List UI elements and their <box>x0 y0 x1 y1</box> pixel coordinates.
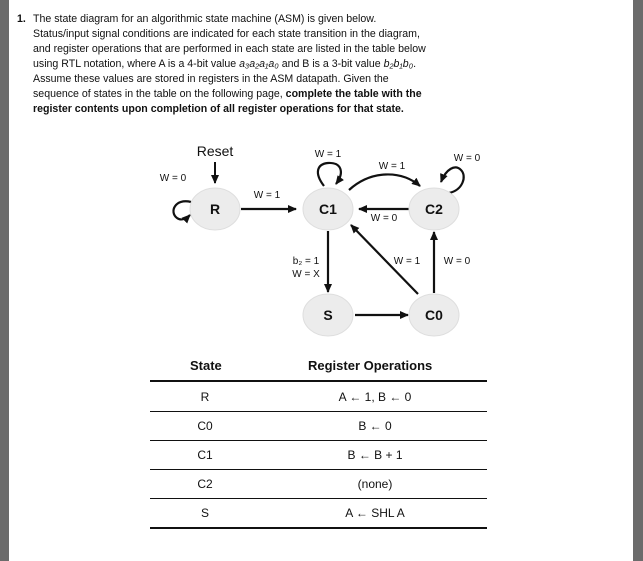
table-row <box>150 501 487 529</box>
state-cell: S <box>200 506 209 520</box>
question-line: and register operations that are performed in each state are listed in the table below <box>33 43 426 55</box>
row-rule <box>150 469 487 470</box>
r-to-c1-label: W = 1 <box>253 190 281 201</box>
question-line: The state diagram for an algorithmic state machine (ASM) is given below. <box>33 13 377 25</box>
row-rule <box>150 440 487 441</box>
bottom-rule <box>150 527 487 529</box>
header-rule <box>150 380 487 382</box>
document-page <box>9 0 633 561</box>
state-cell: C0 <box>197 419 213 433</box>
operation-cell: A ← SHL A <box>345 506 405 520</box>
instruction-bold: register contents upon completion of all register operations for that state. <box>33 103 404 115</box>
b-variable: b₂b₁b₀ <box>383 58 414 70</box>
state-s-label: S <box>323 307 333 323</box>
r-self-label: W = 0 <box>159 173 187 184</box>
operation-cell: (none) <box>357 477 393 491</box>
ops-column-header: Register Operations <box>308 358 433 373</box>
operation-cell: B ← B + 1 <box>347 448 403 462</box>
table-row <box>150 414 487 442</box>
c1-to-s-label-1: b₂ = 1 <box>292 256 320 267</box>
operation-cell: A ← 1, B ← 0 <box>338 390 412 404</box>
question-line: using RTL notation, where A is a 4-bit value a₃a₂a₁a₀ and B is a 3-bit value b₂b₁b₀. <box>33 58 417 70</box>
c2-self-loop <box>441 167 464 193</box>
state-column-header: State <box>190 358 222 373</box>
c2-to-c1-label: W = 0 <box>370 213 398 224</box>
c1-self-loop <box>318 163 341 186</box>
state-c2-label: C2 <box>425 201 443 217</box>
state-cell: C1 <box>197 448 213 462</box>
reset-label: Reset <box>196 143 234 159</box>
question-line: Status/input signal conditions are indicated for each state transition in the diagram, <box>33 28 420 40</box>
question-number: 1. <box>17 13 26 25</box>
operation-cell: B ← 0 <box>358 419 392 433</box>
state-c0-label: C0 <box>425 307 443 323</box>
a-variable: a₃a₂a₁a₀ <box>239 58 279 70</box>
table-row <box>150 472 487 500</box>
r-self-loop <box>173 201 191 219</box>
c2-self-label: W = 0 <box>453 153 481 164</box>
state-diagram <box>9 0 633 345</box>
question-line: sequence of states in the table on the following page, complete the table with the <box>33 88 422 100</box>
row-rule <box>150 498 487 499</box>
c1-to-c2-arrow <box>349 174 420 190</box>
instruction-bold: complete the table with the <box>285 88 422 100</box>
state-cell: C2 <box>197 477 213 491</box>
c1-to-s-label-2: W = X <box>292 269 320 280</box>
state-c1-label: C1 <box>319 201 337 217</box>
table-row <box>150 443 487 471</box>
row-rule <box>150 411 487 412</box>
c0-to-c2-label: W = 0 <box>443 256 471 267</box>
table-row <box>150 385 487 413</box>
state-cell: R <box>200 390 210 404</box>
c0-to-c1-label: W = 1 <box>393 256 421 267</box>
c1-self-label: W = 1 <box>314 149 342 160</box>
state-r-label: R <box>209 201 221 217</box>
c1-to-c2-label: W = 1 <box>378 161 406 172</box>
question-line: Assume these values are stored in registers in the ASM datapath. Given the <box>33 73 389 85</box>
